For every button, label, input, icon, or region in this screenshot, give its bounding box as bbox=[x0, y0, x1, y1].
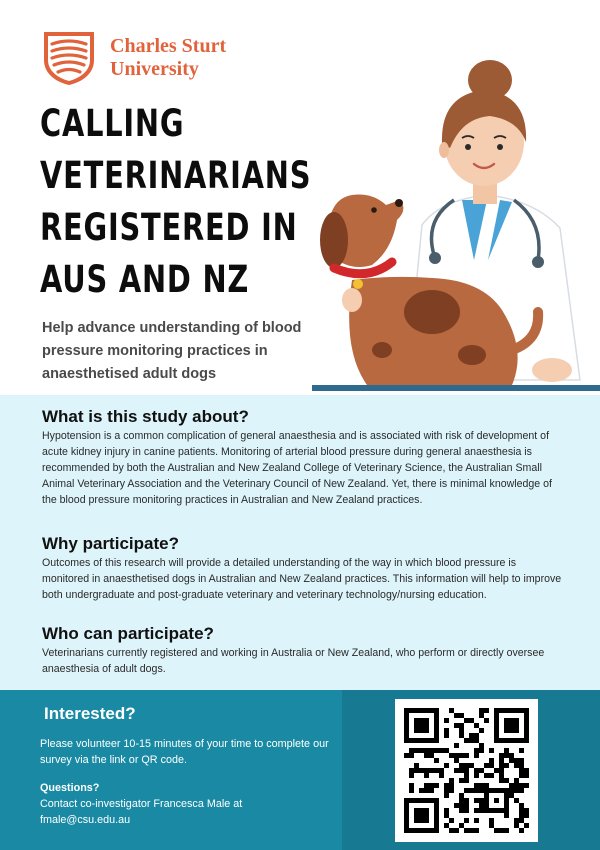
section-study-about bbox=[42, 407, 562, 508]
headline-line-3: REGISTERED IN bbox=[40, 206, 298, 249]
info-section bbox=[0, 395, 600, 690]
section-who-can-participate bbox=[42, 624, 562, 677]
university-logo bbox=[42, 30, 226, 86]
headline-line-4: AUS AND NZ bbox=[40, 258, 250, 301]
subheading: Help advance understanding of blood pressure monitoring practices in anaesthetised adult dogs bbox=[42, 320, 302, 382]
logo-line-2: University bbox=[110, 58, 199, 80]
section-why-participate bbox=[42, 534, 562, 603]
qr-code[interactable] bbox=[395, 699, 538, 842]
headline bbox=[40, 98, 340, 306]
contact-info bbox=[40, 796, 330, 828]
qr-code-icon bbox=[404, 708, 529, 833]
section-body: Hypotension is a common complication of general anaesthesia and is associated with risk of development of acute kidney injury in canine patients. Monitoring of arterial blood pressure during general anaesthesia is recommended by both the Australian and New Zealand College of Veterinary Science, the Australian Small Animal Veterinary Association and the Veterinary Council of New Zealand. Yet, there is minimal knowledge of the blood pressure monitoring practices in Australian and New Zealand practices. bbox=[42, 430, 552, 506]
vet-and-dog-illustration bbox=[312, 50, 600, 395]
section-body: Outcomes of this research will provide a detailed understanding of the way in which blood pressure is monitored in anaesthetised dogs in Australian and New Zealand practices. This information will help to improve both undergraduate and post-graduate veterinary and veterinary technology/nursing education. bbox=[42, 557, 562, 601]
cta-body: Please volunteer 10-15 minutes of your time to complete our survey via the link or QR code. bbox=[40, 738, 329, 766]
contact-line: Contact co-investigator Francesca Male at bbox=[40, 798, 243, 810]
section-title: Who can participate? bbox=[42, 624, 214, 643]
logo-wordmark bbox=[110, 35, 226, 81]
cta-title: Interested? bbox=[44, 704, 136, 723]
section-title: Why participate? bbox=[42, 534, 179, 553]
questions-title: Questions? bbox=[40, 782, 100, 794]
logo-line-1: Charles Sturt bbox=[110, 35, 227, 57]
section-body: Veterinarians currently registered and working in Australia or New Zealand, who perform or directly oversee anaesthesia of adult dogs. bbox=[42, 647, 545, 675]
section-title: What is this study about? bbox=[42, 407, 249, 426]
exam-table bbox=[312, 385, 600, 391]
cta-panel bbox=[0, 690, 600, 850]
contact-email-link[interactable]: fmale@csu.edu.au bbox=[40, 814, 131, 826]
headline-line-2: VETERINARIANS bbox=[40, 154, 312, 197]
csu-shield-icon bbox=[42, 30, 96, 86]
headline-line-1: CALLING bbox=[40, 102, 185, 145]
